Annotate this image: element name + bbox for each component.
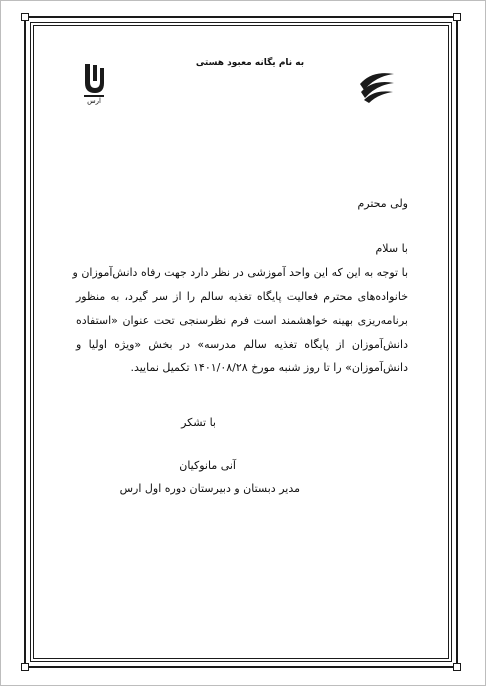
frame-corner-top-right: [453, 13, 461, 21]
body-line: دانش‌آموزان از پایگاه تغذیه سالم مدرسه» در بخش «ویژه اولیا و: [76, 338, 408, 351]
frame-corner-top-left: [21, 13, 29, 21]
body-line: برنامه‌ریزی بهینه خواهشمند است فرم نظرسنجی تحت عنوان «استفاده: [76, 314, 408, 327]
wave-emblem-icon: [358, 70, 396, 104]
logo-caption: ارس: [87, 97, 101, 105]
body-line: خانواده‌های محترم فعالیت پایگاه تغذیه سالم را از سر گیرد، به منظور: [76, 290, 408, 303]
greeting: با سلام: [375, 242, 408, 255]
signer-title: مدیر دبستان و دبیرستان دوره اول ارس: [119, 482, 300, 495]
aras-school-logo-icon: [82, 62, 106, 106]
signer-name: آنی مانوکیان: [179, 459, 236, 472]
header-phrase: به نام یگانه معبود هستی: [195, 58, 305, 68]
closing: با تشکر: [181, 416, 216, 429]
body-line: دانش‌آموزان» را تا روز شنبه مورخ ۱۴۰۱/۰۸/۲۸ تکمیل نمایید.: [130, 361, 408, 374]
frame-corner-bottom-right: [453, 663, 461, 671]
salutation: ولی محترم: [357, 197, 408, 210]
frame-corner-bottom-left: [21, 663, 29, 671]
body-line: با توجه به این که این واحد آموزشی در نظر دارد جهت رفاه دانش‌آموزان و: [72, 266, 408, 279]
